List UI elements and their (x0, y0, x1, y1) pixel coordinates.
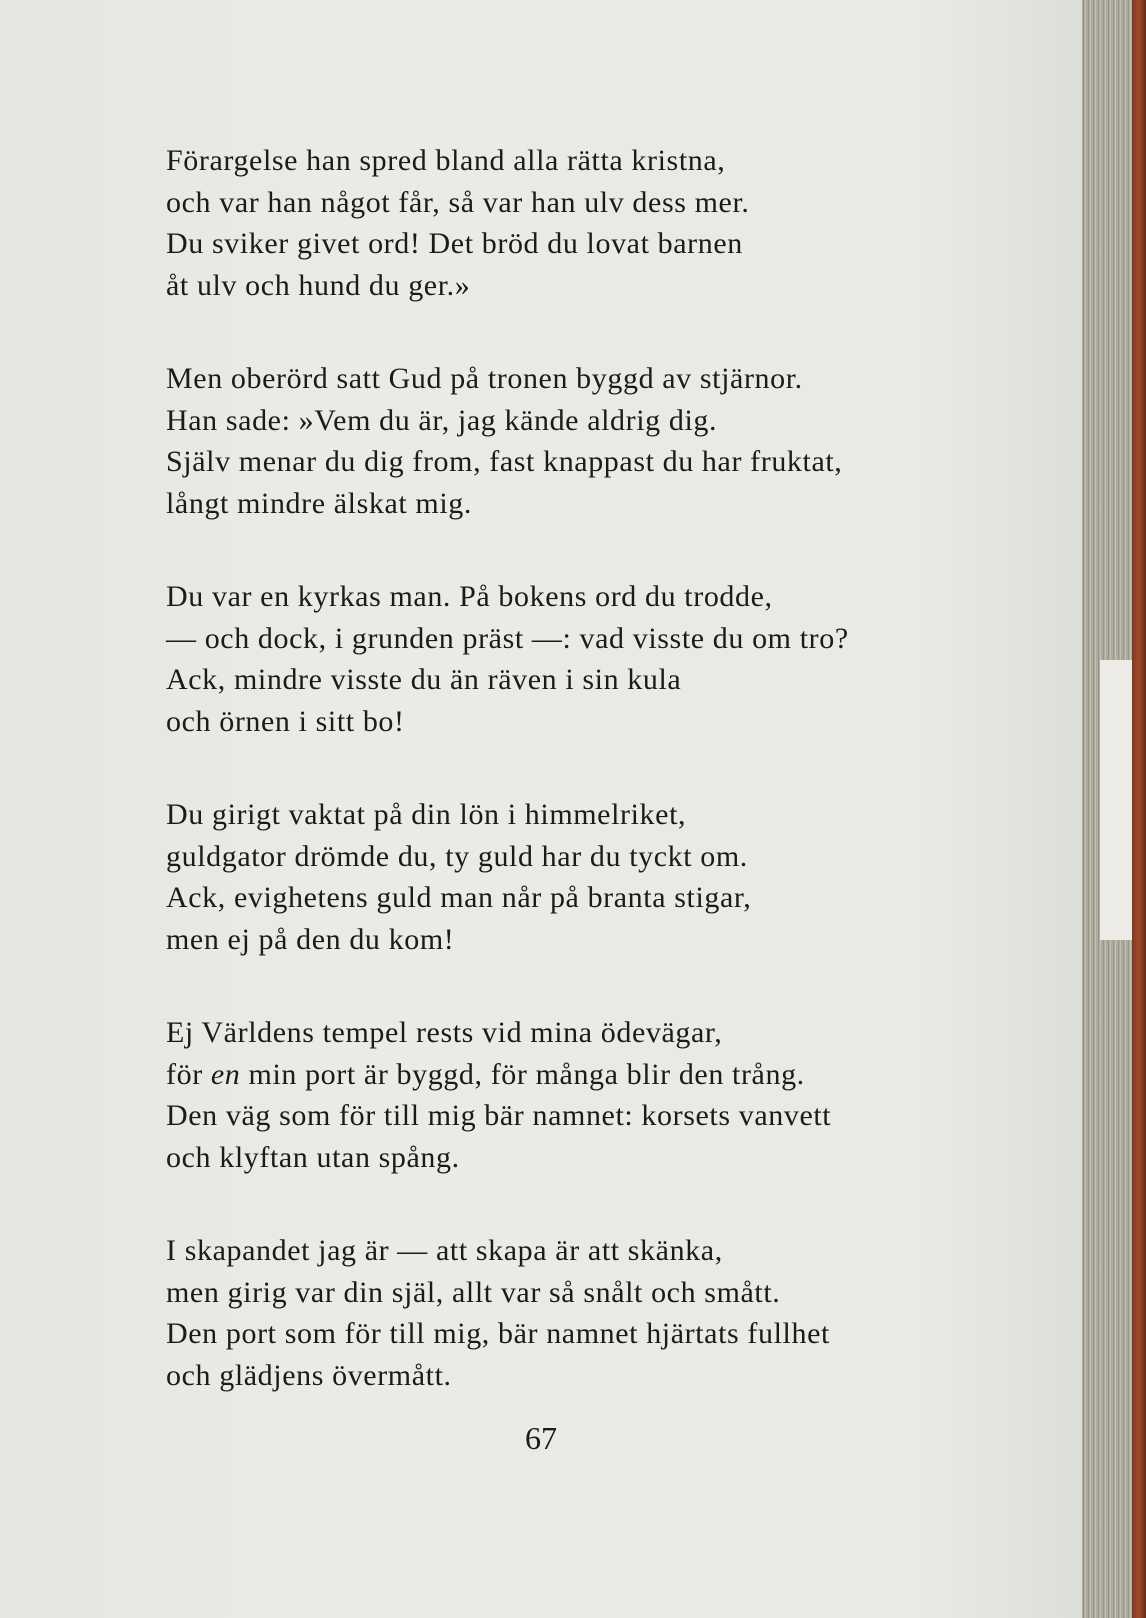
poem-line: men girig var din själ, allt var så snålt och smått. (166, 1275, 781, 1309)
poem-line: och var han något får, så var han ulv dess mer. (166, 185, 750, 219)
poem-line: Men oberörd satt Gud på tronen byggd av stjärnor. (166, 362, 803, 395)
line-text: för (166, 1057, 211, 1091)
poem-line: och örnen i sitt bo! (166, 704, 405, 738)
poem-line: Ej Världens tempel rests vid mina ödevägar, (166, 1016, 723, 1049)
poem-text (166, 140, 966, 1448)
italic-word: en (210, 1057, 241, 1091)
poem-line: I skapandet jag är — att skapa är att skänka, (166, 1234, 723, 1267)
page-number: 67 (525, 1420, 557, 1456)
poem-line: Förargelse han spred bland alla rätta kristna, (166, 144, 726, 177)
stanza-5 (166, 1012, 966, 1178)
poem-line: Den väg som för till mig bär namnet: korsets vanvett (166, 1099, 832, 1132)
book-cover-edge (1132, 0, 1146, 1618)
stanza-3 (166, 576, 966, 742)
stanza-2 (166, 358, 966, 524)
poem-line: men ej på den du kom! (166, 922, 455, 956)
poem-line: långt mindre älskat mig. (166, 486, 473, 520)
poem-line: Ack, mindre visste du än räven i sin kula (166, 663, 682, 696)
stanza-4 (166, 794, 966, 960)
poem-line: och klyftan utan spång. (166, 1140, 460, 1174)
poem-line-with-emphasis (166, 1054, 966, 1096)
poem-line: Han sade: »Vem du är, jag kände aldrig dig. (166, 403, 718, 437)
poem-line: åt ulv och hund du ger.» (166, 268, 471, 302)
poem-line: guldgator drömde du, ty guld har du tyckt om. (166, 839, 748, 873)
poem-line: Ack, evighetens guld man når på branta stigar, (166, 881, 752, 914)
line-text: min port är byggd, för många blir den trång. (240, 1057, 805, 1091)
poem-line: — och dock, i grunden präst —: vad visste du om tro? (166, 621, 849, 655)
poem-line: Du var en kyrkas man. På bokens ord du trodde, (166, 580, 773, 613)
poem-line: Du sviker givet ord! Det bröd du lovat barnen (166, 227, 743, 260)
poem-line: Du girigt vaktat på din lön i himmelriket, (166, 798, 687, 831)
poem-line: Själv menar du dig from, fast knappast du har fruktat, (166, 445, 843, 478)
poem-line: och glädjens övermått. (166, 1358, 452, 1392)
stanza-6 (166, 1230, 966, 1396)
poem-line: Den port som för till mig, bär namnet hjärtats fullhet (166, 1317, 830, 1350)
stanza-1 (166, 140, 966, 306)
